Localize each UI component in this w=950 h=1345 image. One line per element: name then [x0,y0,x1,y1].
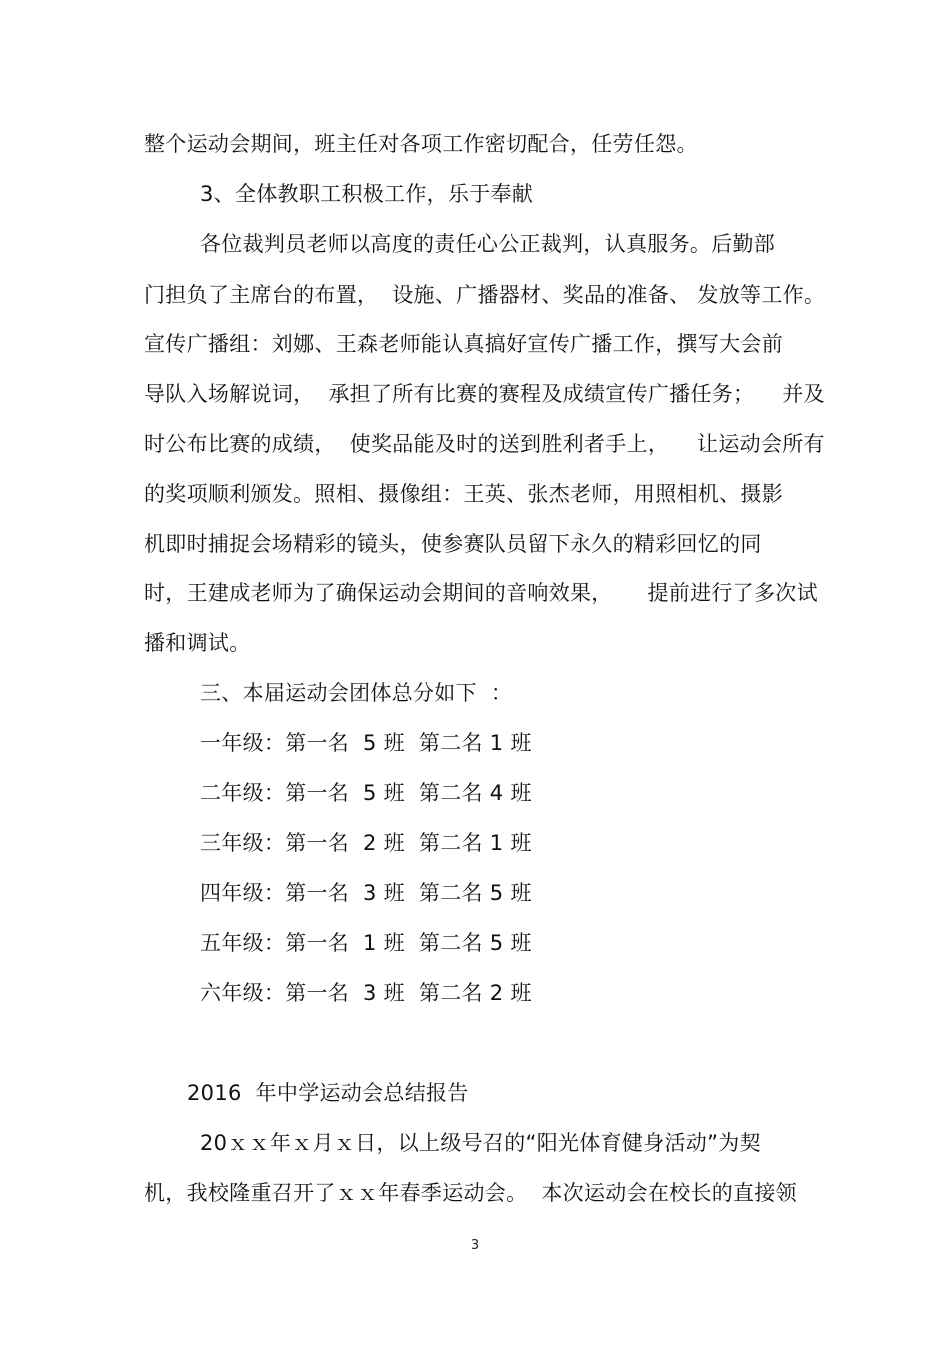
score-line: 三年级：第一名 2 班 第二名 1 班 [200,831,532,855]
text-line: 导队入场解说词， 承担了所有比赛的赛程及成绩宣传广播任务； 并及 [144,382,825,406]
score-line: 一年级：第一名 5 班 第二名 1 班 [200,731,532,755]
score-line: 二年级：第一名 5 班 第二名 4 班 [200,781,532,805]
text-line: 整个运动会期间，班主任对各项工作密切配合，任劳任怨。 [144,132,698,156]
report-title: 2016 年中学运动会总结报告 [187,1081,469,1105]
section-heading: 3、全体教职工积极工作，乐于奉献 [200,182,534,206]
text-line: 机即时捕捉会场精彩的镜头，使参赛队员留下永久的精彩回忆的同 [144,532,762,556]
page-number: 3 [470,1238,480,1253]
section-heading: 三、本届运动会团体总分如下 ： [200,681,513,705]
score-line: 六年级：第一名 3 班 第二名 2 班 [200,981,532,1005]
text-line: 时，王建成老师为了确保运动会期间的音响效果， 提前进行了多次试 [144,581,818,605]
text-line: 时公布比赛的成绩， 使奖品能及时的送到胜利者手上， 让运动会所有 [144,432,825,456]
text-line: 播和调试。 [144,631,251,655]
text-line: 宣传广播组：刘娜、王森老师能认真搞好宣传广播工作，撰写大会前 [144,332,783,356]
score-line: 五年级：第一名 1 班 第二名 5 班 [200,931,532,955]
text-line: 各位裁判员老师以高度的责任心公正裁判，认真服务。后勤部 [200,232,776,256]
score-line: 四年级：第一名 3 班 第二名 5 班 [200,881,532,905]
text-line: 20ｘｘ年ｘ月ｘ日，以上级号召的“阳光体育健身活动”为契 [200,1131,761,1155]
text-line: 机，我校隆重召开了ｘｘ年春季运动会。 本次运动会在校长的直接领 [144,1181,797,1205]
text-line: 门担负了主席台的布置， 设施、广播器材、奖品的准备、 发放等工作。 [144,283,826,307]
text-line: 的奖项顺利颁发。照相、摄像组：王英、张杰老师，用照相机、摄影 [144,482,783,506]
